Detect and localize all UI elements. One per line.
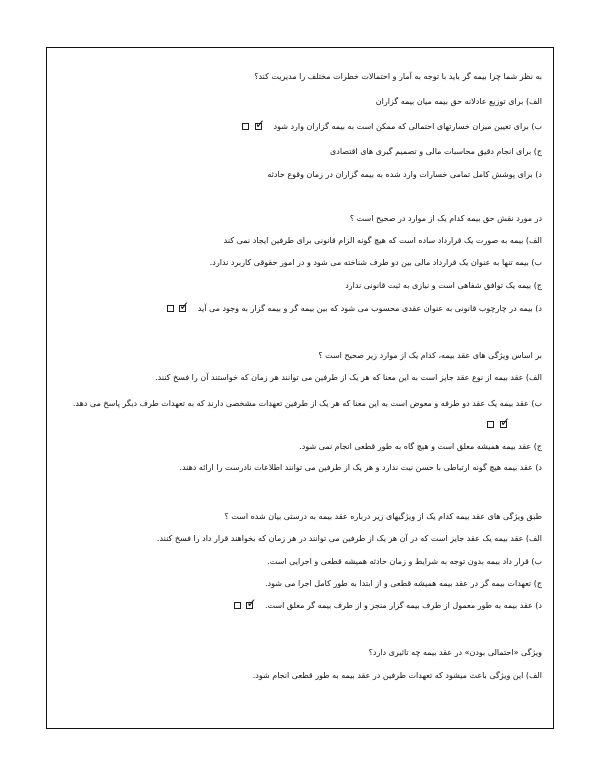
q3-option-b-text: ب) عقد بیمه یک عقد دو طرفه و معوض است به این معنا که هر یک از طرفین تعهدات مشخصی دارند که به تعهدات طرف دیگر پاسخ می دهد. (72, 399, 542, 408)
question-5: ویژگی «احتمالی بودن» در عقد بیمه چه تاثیری دارد؟ (368, 648, 542, 657)
question-1: به نظر شما چرا بیمه گر باید با توجه به آمار و احتمالات خطرات مختلف را مدیریت کند؟ (254, 72, 542, 81)
q2-option-c[interactable]: ج) بیمه یک توافق شفاهی است و نیازی به ثبت قانونی ندارد (345, 281, 542, 290)
empty-box-icon[interactable] (487, 421, 494, 428)
empty-box-icon[interactable] (234, 602, 241, 609)
q3-option-c[interactable]: ج) عقد بیمه همیشه معلق است و هیچ گاه به طور قطعی انجام نمی شود. (299, 442, 542, 451)
q1-option-b-text: ب) برای تعیین میزان خسارتهای احتمالی که ممکن است به بیمه گزاران وارد شود (273, 122, 542, 131)
q4-option-d-text: د) عقد بیمه به طور معمول از طرف بیمه گزار منجز و از طرف بیمه گر معلق است. (265, 601, 542, 610)
check-mark-icon[interactable]: ✓ (179, 299, 190, 313)
q2-option-d-text: د) بیمه در چارچوب قانونی به عنوان عقدی محسوب می شود که بین بیمه گر و بیمه گزار به وجود می آید (197, 304, 542, 313)
check-mark-icon[interactable]: ✓ (254, 117, 266, 131)
q1-option-c[interactable]: ج) برای انجام دقیق محاسبات مالی و تصمیم گیری های اقتصادی (330, 147, 542, 156)
empty-box-icon[interactable] (242, 123, 249, 130)
q1-option-d[interactable]: د) برای پوشش کامل تمامی خسارات وارد شده به بیمه گزاران در زمان وقوع حادثه (267, 170, 542, 179)
question-2: در مورد نقش حق بیمه کدام یک از موارد در صحیح است ؟ (349, 214, 542, 223)
check-mark-icon[interactable]: ✓ (246, 596, 257, 610)
question-3: بر اساس ویژگی های عقد بیمه، کدام یک از موارد زیر صحیح است ؟ (318, 351, 542, 360)
q3-option-b-line1[interactable] (54, 393, 542, 415)
quiz-content (50, 50, 550, 726)
question-4: طبق ویژگی های عقد بیمه کدام یک از ویژگیهای زیر درباره عقد بیمه به درستی بیان شده است ؟ (224, 512, 542, 521)
q1-option-b[interactable] (54, 117, 542, 133)
q3-option-b-boxes (60, 415, 550, 431)
empty-box-icon[interactable] (167, 305, 174, 312)
q1-option-a[interactable]: الف) برای توزیع عادلانه حق بیمه میان بیمه گزاران (375, 97, 542, 106)
q4-option-b[interactable]: ب) قرار داد بیمه بدون توجه به شرایط و زمان حادثه همیشه قطعی و اجرایی است. (267, 557, 542, 566)
check-mark-icon[interactable]: ✓ (500, 415, 511, 429)
q4-option-a[interactable]: الف) عقد بیمه یک عقد جایز است که در آن هر یک از طرفین می توانند در هر زمان که بخواهند قرار داد را فسخ کنند. (156, 534, 542, 543)
q4-option-c[interactable]: ج) تعهدات بیمه گر در عقد بیمه همیشه قطعی و از ابتدا به طور کامل اجرا می شود. (264, 579, 542, 588)
q3-option-a[interactable]: الف) عقد بیمه از نوع عقد جایز است به این معنا که هر یک از طرفین می توانند هر زمان که خواستند آن را فسخ کنند. (155, 373, 542, 382)
q4-option-d[interactable] (54, 596, 542, 612)
q5-option-a[interactable]: الف) این ویژگی باعث میشود که تعهدات طرفین در عقد بیمه به طور قطعی انجام شود. (252, 671, 542, 680)
q2-option-d[interactable] (54, 299, 542, 315)
q2-option-b[interactable]: ب) بیمه تنها به عنوان یک قرارداد مالی بین دو طرف شناخته می شود و در امور حقوقی کاربرد ندارد. (209, 258, 542, 267)
q3-option-d[interactable]: د) عقد بیمه هیچ گونه ارتباطی با حسن نیت ندارد و هر یک از طرفین می توانند اطلاعات نادرست را ارائه دهند. (179, 463, 542, 472)
q2-option-a[interactable]: الف) بیمه به صورت یک قرارداد ساده است که هیچ گونه الزام قانونی برای طرفین ایجاد نمی کند (223, 236, 542, 245)
